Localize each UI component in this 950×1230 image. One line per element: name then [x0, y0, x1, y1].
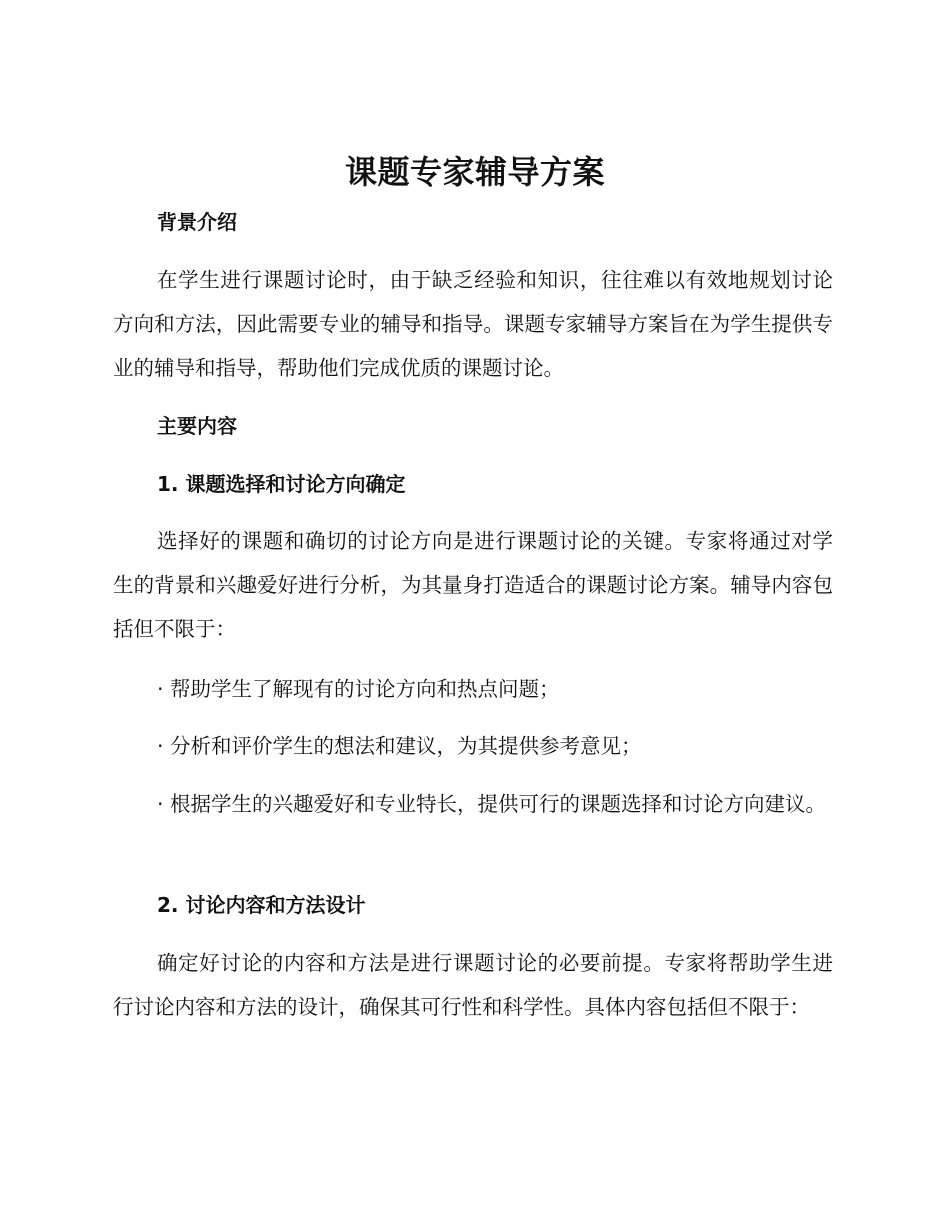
paragraph-background: 在学生进行课题讨论时，由于缺乏经验和知识，往往难以有效地规划讨论方向和方法，因此需要专业的辅导和指导。课题专家辅导方案旨在为学生提供专业的辅导和指导，帮助他们完成优质的课题讨论。: [113, 268, 833, 380]
heading-topic-2: 2. 讨论内容和方法设计: [157, 893, 366, 917]
paragraph-topic-2: 确定好讨论的内容和方法是进行课题讨论的必要前提。专家将帮助学生进行讨论内容和方法的设计，确保其可行性和科学性。具体内容包括但不限于：: [113, 951, 833, 1019]
bullet-item-1: · 帮助学生了解现有的讨论方向和热点问题；: [157, 677, 560, 701]
heading-main-content: 主要内容: [157, 414, 237, 438]
heading-background: 背景介绍: [157, 210, 237, 234]
document-title: 课题专家辅导方案: [344, 153, 605, 191]
paragraph-topic-1: 选择好的课题和确切的讨论方向是进行课题讨论的关键。专家将通过对学生的背景和兴趣爱好进行分析，为其量身打造适合的课题讨论方案。辅导内容包括但不限于：: [113, 529, 833, 641]
bullet-item-2: · 分析和评价学生的想法和建议，为其提供参考意见；: [157, 734, 642, 758]
heading-topic-1: 1. 课题选择和讨论方向确定: [157, 472, 406, 496]
bullet-item-3: · 根据学生的兴趣爱好和专业特长，提供可行的课题选择和讨论方向建议。: [157, 792, 827, 816]
